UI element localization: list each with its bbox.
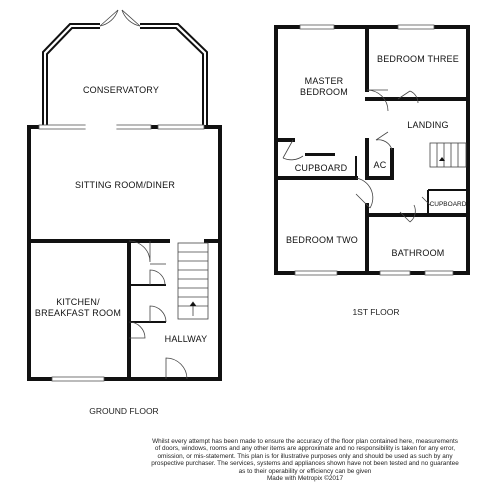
room-label-cupboard-small: CUPBOARD (429, 201, 467, 208)
room-label-landing: LANDING (407, 120, 449, 130)
ground-floor-caption: GROUND FLOOR (89, 406, 159, 416)
disclaimer-line: prospective purchaser. The services, systems and appliances shown have not been tested and no guarantee (151, 460, 459, 468)
first-floor-caption: 1ST FLOOR (352, 307, 400, 317)
room-label-bedroom-two: BEDROOM TWO (285, 235, 359, 245)
room-label-kitchen-line2: BREAKFAST ROOM (34, 308, 122, 318)
disclaimer-text (118, 438, 492, 482)
room-label-ac: AC (373, 160, 387, 170)
room-label-bathroom: BATHROOM (391, 248, 445, 258)
room-label-master-line2: BEDROOM (300, 87, 348, 97)
room-label-master-line1: MASTER (304, 76, 344, 86)
disclaimer-line: as to their operability or efficiency can be given (238, 467, 372, 475)
room-label-kitchen-line1: KITCHEN/ (56, 297, 100, 307)
room-label-sitting-room: SITTING ROOM/DINER (74, 180, 176, 190)
disclaimer-line: Whilst every attempt has been made to ensure the accuracy of the floor plan contained here, measurements (152, 438, 458, 445)
room-label-conservatory: CONSERVATORY (82, 85, 160, 95)
room-label-bedroom-three: BEDROOM THREE (377, 54, 459, 64)
room-label-cupboard: CUPBOARD (294, 163, 348, 173)
ground-floor-plan (29, 10, 220, 381)
disclaimer-line: Made with Metropix ©2017 (266, 475, 344, 483)
room-label-hallway: HALLWAY (164, 334, 208, 344)
disclaimer-line: omission, or mis-statement. This plan is for illustrative purposes only and should be used as such by any (157, 452, 453, 460)
disclaimer-line: of doors, windows, rooms and any other items are approximate and no responsibility is taken for any error, (154, 445, 456, 453)
